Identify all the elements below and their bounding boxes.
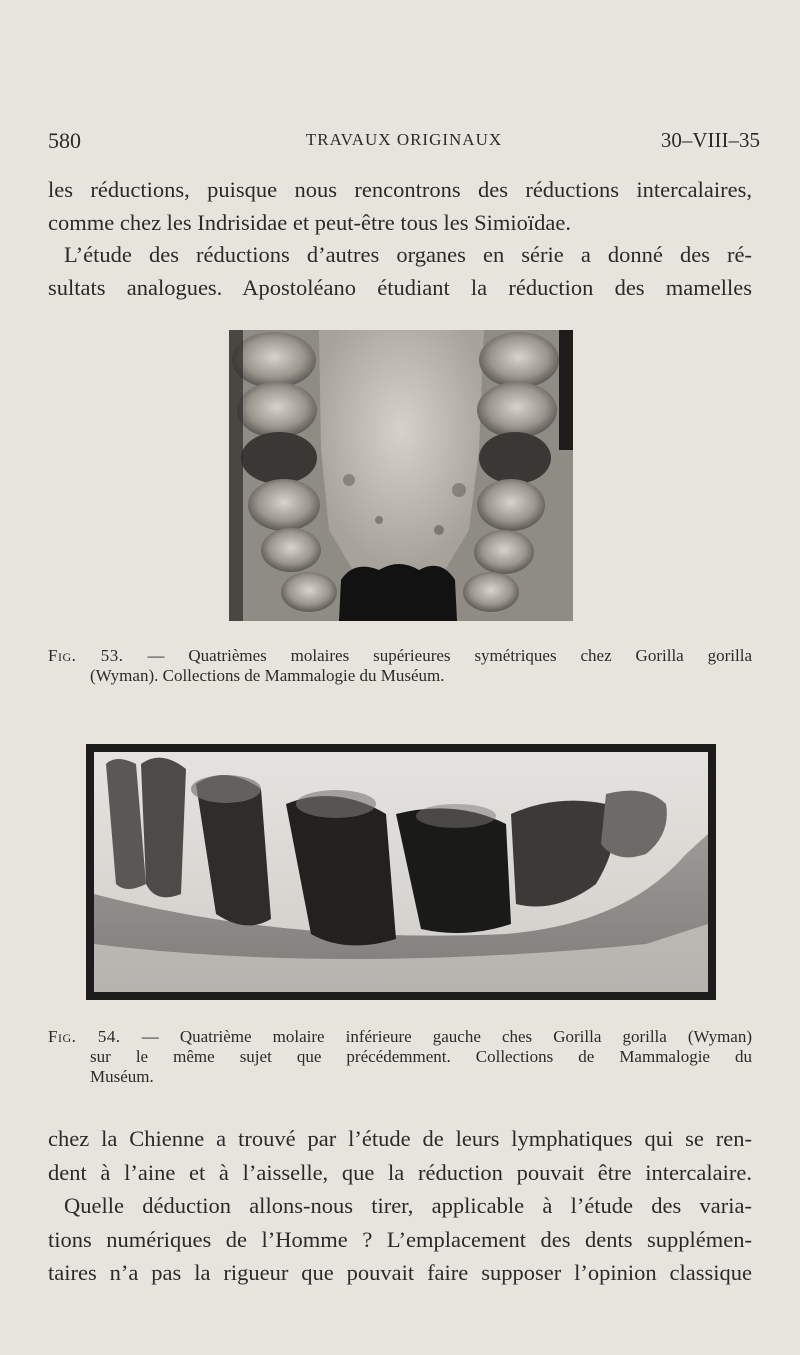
text-line: taires n’a pas la rigueur que pouvait faire supposer l’opinion classique [48,1260,752,1285]
text-line: chez la Chienne a trouvé par l’étude de leurs lymphatiques qui se ren- [48,1126,752,1151]
running-header [48,128,760,158]
caption-text: — Quatrième molaire inférieure gauche ches Gorilla gorilla (Wyman) [141,1027,753,1046]
running-title: TRAVAUX ORIGINAUX [305,130,503,149]
figure-53-caption [48,646,752,686]
figure-label: Fig. 53. [48,646,124,665]
figure-54-caption [48,1027,752,1087]
figure-54-radiograph [86,744,716,1000]
caption-text: — Quatrièmes molaires supérieures symétriques chez Gorilla gorilla [147,646,753,665]
issue-date: 30–VIII–35 [660,128,760,152]
text-line: L’étude des réductions d’autres organes en série a donné des ré- [64,242,752,267]
figure-53-photo [229,330,573,621]
text-line: tions numériques de l’Homme ? L’emplacement des dents supplémen- [48,1226,752,1252]
paragraph-top [48,174,752,304]
text-line: Quelle déduction allons-nous tirer, applicable à l’étude des varia- [64,1193,752,1218]
text-line: les réductions, puisque nous rencontrons des réductions intercalaires, [48,177,752,202]
caption-line: (Wyman). Collections de Mammalogie du Muséum. [90,666,445,685]
caption-line: sur le même sujet que précédemment. Collections de Mammalogie du [90,1047,752,1066]
caption-line [48,1027,752,1047]
text-line: sultats analogues. Apostoléano étudiant la réduction des mamelles [48,274,752,300]
paragraph-bottom [48,1122,752,1290]
page-number: 580 [48,128,81,153]
figure-label: Fig. 54. [48,1027,121,1046]
text-line: comme chez les Indrisidae et peut-être tous les Simioïdae. [48,209,571,235]
caption-line [48,646,752,666]
caption-line: Muséum. [90,1067,154,1086]
text-line: dent à l’aine et à l’aisselle, que la réduction pouvait être intercalaire. [48,1159,752,1185]
